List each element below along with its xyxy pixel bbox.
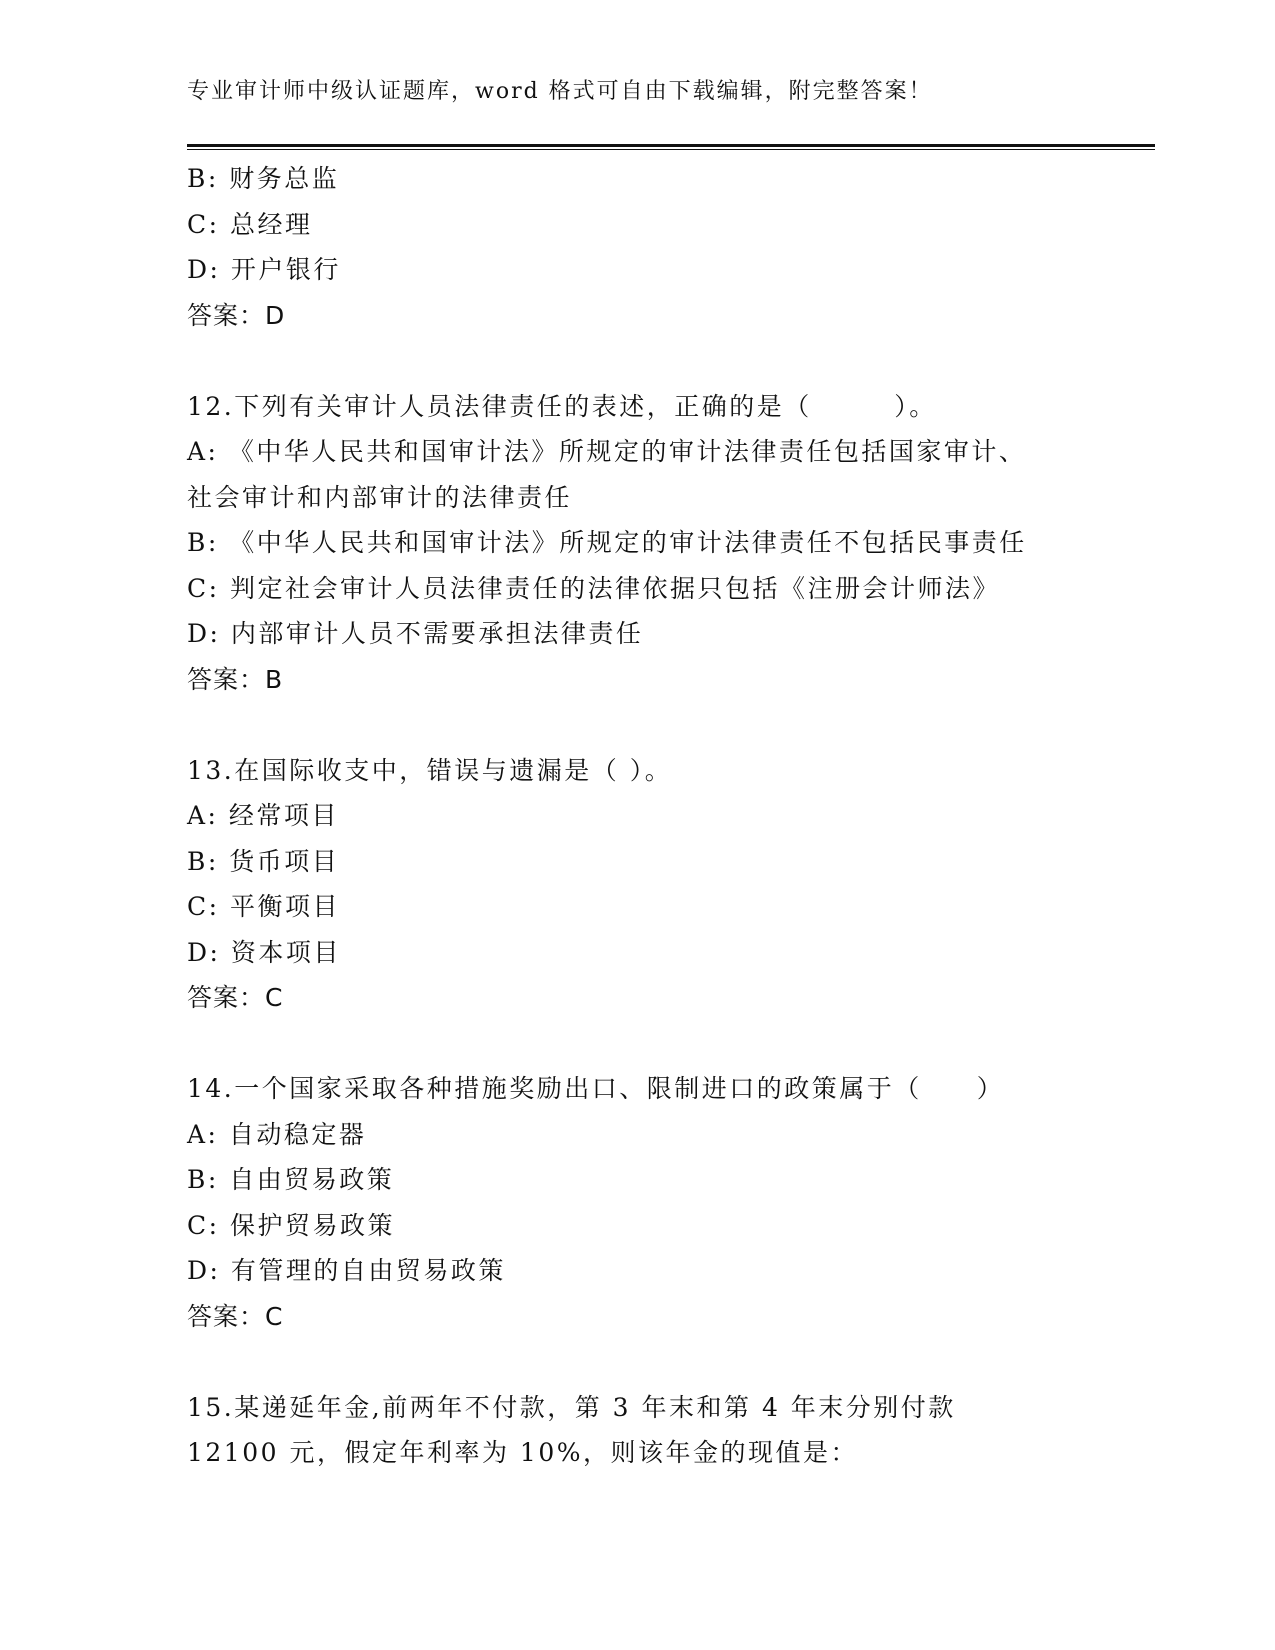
question-stem: 15.某递延年金,前两年不付款，第 3 年末和第 4 年末分别付款 12100 元，假定年利率为 10%，则该年金的现值是： — [187, 1392, 956, 1467]
question-stem: 12.下列有关审计人员法律责任的表述，正确的是（ ）。 — [187, 391, 937, 421]
option-d: D: 开户银行 — [187, 255, 341, 284]
question-stem: 14.一个国家采取各种措施奖励出口、限制进口的政策属于（ ） — [187, 1074, 1005, 1103]
document-body — [187, 156, 1087, 1476]
answer: 答案：C — [187, 983, 284, 1012]
option-c: C: 总经理 — [187, 209, 313, 239]
answer: 答案：D — [187, 300, 286, 330]
page-header: 专业审计师中级认证题库，word 格式可自由下载编辑，附完整答案！ — [187, 79, 933, 104]
option-d: D: 内部审计人员不需要承担法律责任 — [187, 619, 644, 648]
question-12 — [187, 384, 1087, 703]
option-b: B: 自由贸易政策 — [187, 1165, 395, 1194]
question-14 — [187, 1066, 1087, 1339]
answer: 答案：C — [187, 1301, 284, 1331]
option-c: C: 平衡项目 — [187, 892, 340, 921]
question-15 — [187, 1385, 1087, 1476]
option-b: B: 货币项目 — [187, 846, 340, 876]
option-a: A: 《中华人民共和国审计法》所规定的审计法律责任包括国家审计、社会审计和内部审计的法律责任 — [187, 437, 1027, 512]
option-a: A: 自动稳定器 — [187, 1119, 367, 1149]
question-stem: 13.在国际收支中，错误与遗漏是（ ）。 — [187, 755, 673, 785]
previous-question-block — [187, 156, 1087, 338]
option-c: C: 判定社会审计人员法律责任的法律依据只包括《注册会计师法》 — [187, 573, 1001, 603]
header-divider — [187, 144, 1155, 150]
question-13 — [187, 748, 1087, 1021]
option-b: B: 财务总监 — [187, 164, 340, 193]
option-b: B: 《中华人民共和国审计法》所规定的审计法律责任不包括民事责任 — [187, 528, 1027, 557]
answer: 答案：B — [187, 664, 284, 694]
option-d: D: 有管理的自由贸易政策 — [187, 1256, 506, 1285]
option-a: A: 经常项目 — [187, 801, 339, 830]
option-d: D: 资本项目 — [187, 937, 341, 967]
option-c: C: 保护贸易政策 — [187, 1210, 395, 1240]
